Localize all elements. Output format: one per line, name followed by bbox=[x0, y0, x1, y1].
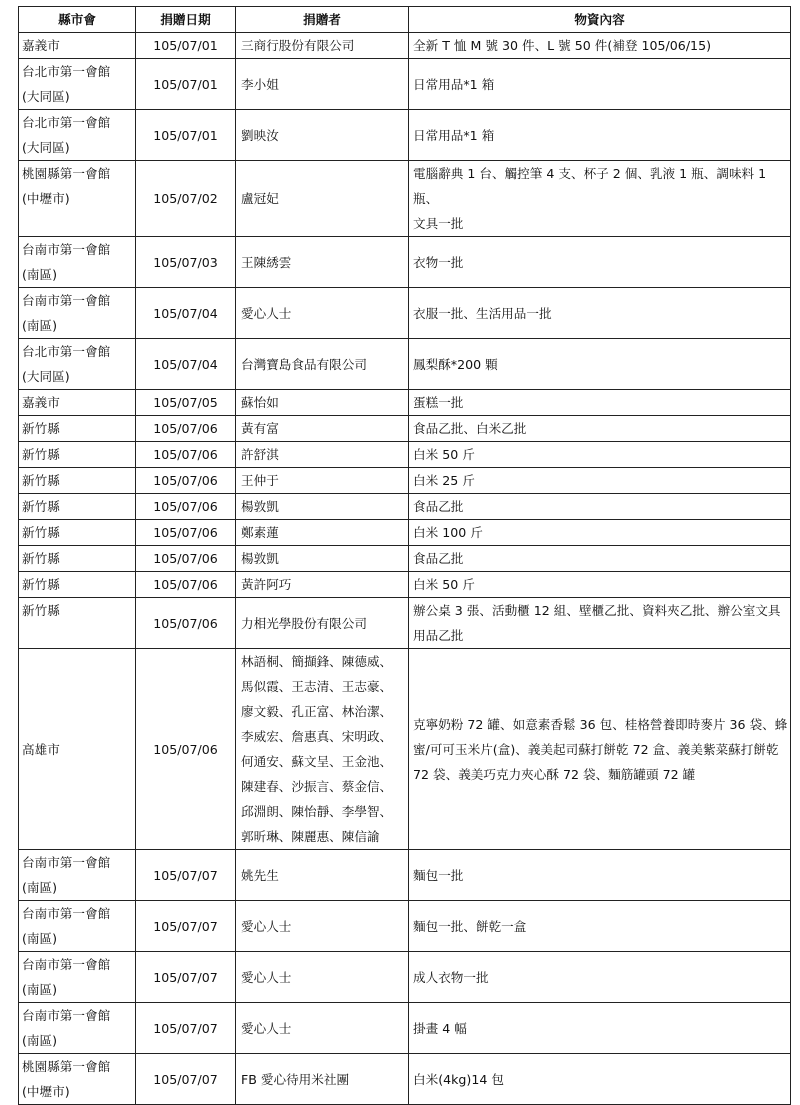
table-row bbox=[19, 520, 791, 546]
donor-cell: 楊敦凱 bbox=[236, 546, 409, 572]
table-row bbox=[19, 468, 791, 494]
table-row bbox=[19, 110, 791, 161]
table-row bbox=[19, 416, 791, 442]
date-cell: 105/07/01 bbox=[136, 59, 236, 110]
items-cell: 全新 T 恤 M 號 30 件、L 號 50 件(補登 105/06/15) bbox=[409, 33, 791, 59]
date-cell: 105/07/04 bbox=[136, 339, 236, 390]
city-cell: 新竹縣 bbox=[19, 598, 136, 649]
table-row bbox=[19, 237, 791, 288]
table-row bbox=[19, 494, 791, 520]
date-cell: 105/07/06 bbox=[136, 520, 236, 546]
date-cell: 105/07/06 bbox=[136, 572, 236, 598]
table-row bbox=[19, 598, 791, 649]
donor-cell: 許舒淇 bbox=[236, 442, 409, 468]
city-cell: 台南市第一會館 (南區) bbox=[19, 901, 136, 952]
city-cell: 新竹縣 bbox=[19, 520, 136, 546]
items-cell: 鳳梨酥*200 顆 bbox=[409, 339, 791, 390]
header-date: 捐贈日期 bbox=[136, 7, 236, 33]
donor-cell: FB 愛心待用米社團 bbox=[236, 1054, 409, 1105]
table-row bbox=[19, 649, 791, 850]
date-cell: 105/07/01 bbox=[136, 33, 236, 59]
city-cell: 桃園縣第一會館 (中壢市) bbox=[19, 1054, 136, 1105]
items-cell: 食品乙批、白米乙批 bbox=[409, 416, 791, 442]
table-row bbox=[19, 339, 791, 390]
date-cell: 105/07/06 bbox=[136, 416, 236, 442]
donor-cell: 王仲于 bbox=[236, 468, 409, 494]
city-cell: 桃園縣第一會館 (中壢市) bbox=[19, 161, 136, 237]
items-cell: 白米 25 斤 bbox=[409, 468, 791, 494]
donor-cell: 愛心人士 bbox=[236, 901, 409, 952]
date-cell: 105/07/05 bbox=[136, 390, 236, 416]
date-cell: 105/07/06 bbox=[136, 442, 236, 468]
date-cell: 105/07/01 bbox=[136, 110, 236, 161]
table-row bbox=[19, 390, 791, 416]
table-body bbox=[19, 33, 791, 1105]
city-cell: 台北市第一會館 (大同區) bbox=[19, 110, 136, 161]
items-cell: 食品乙批 bbox=[409, 546, 791, 572]
items-cell: 麵包一批、餅乾一盒 bbox=[409, 901, 791, 952]
city-cell: 新竹縣 bbox=[19, 468, 136, 494]
table-row bbox=[19, 572, 791, 598]
city-cell: 嘉義市 bbox=[19, 390, 136, 416]
donor-cell: 黃有富 bbox=[236, 416, 409, 442]
donor-cell: 三商行股份有限公司 bbox=[236, 33, 409, 59]
date-cell: 105/07/06 bbox=[136, 649, 236, 850]
donor-cell: 盧冠妃 bbox=[236, 161, 409, 237]
date-cell: 105/07/02 bbox=[136, 161, 236, 237]
donation-table bbox=[18, 6, 791, 1105]
table-row bbox=[19, 901, 791, 952]
table-row bbox=[19, 1003, 791, 1054]
date-cell: 105/07/04 bbox=[136, 288, 236, 339]
table-row bbox=[19, 59, 791, 110]
items-cell: 衣服一批、生活用品一批 bbox=[409, 288, 791, 339]
items-cell: 衣物一批 bbox=[409, 237, 791, 288]
donor-cell: 李小姐 bbox=[236, 59, 409, 110]
city-cell: 台南市第一會館 (南區) bbox=[19, 1003, 136, 1054]
date-cell: 105/07/07 bbox=[136, 901, 236, 952]
city-cell: 嘉義市 bbox=[19, 33, 136, 59]
city-cell: 台南市第一會館 (南區) bbox=[19, 237, 136, 288]
date-cell: 105/07/06 bbox=[136, 494, 236, 520]
city-cell: 台南市第一會館 (南區) bbox=[19, 952, 136, 1003]
date-cell: 105/07/06 bbox=[136, 598, 236, 649]
items-cell: 成人衣物一批 bbox=[409, 952, 791, 1003]
city-cell: 台北市第一會館 (大同區) bbox=[19, 339, 136, 390]
city-cell: 高雄市 bbox=[19, 649, 136, 850]
city-cell: 新竹縣 bbox=[19, 494, 136, 520]
date-cell: 105/07/06 bbox=[136, 546, 236, 572]
date-cell: 105/07/07 bbox=[136, 1054, 236, 1105]
city-cell: 新竹縣 bbox=[19, 546, 136, 572]
date-cell: 105/07/07 bbox=[136, 850, 236, 901]
date-cell: 105/07/06 bbox=[136, 468, 236, 494]
donor-cell: 楊敦凱 bbox=[236, 494, 409, 520]
table-row bbox=[19, 288, 791, 339]
items-cell: 電腦辭典 1 台、觸控筆 4 支、杯子 2 個、乳液 1 瓶、調味料 1 瓶、 文具一批 bbox=[409, 161, 791, 237]
items-cell: 白米 50 斤 bbox=[409, 572, 791, 598]
table-row bbox=[19, 952, 791, 1003]
donor-cell: 林語桐、簡擷鋒、陳德威、 馬似霞、王志清、王志豪、 廖文毅、孔正富、林治潔、 李威宏、詹惠真、宋明政、 何通安、蘇文呈、王金池、 陳建春、沙振言、蔡金信、 邱淵朗、陳怡靜、李學智、 郭昕琳、陳麗惠、陳信諭 bbox=[236, 649, 409, 850]
table-row bbox=[19, 850, 791, 901]
items-cell: 麵包一批 bbox=[409, 850, 791, 901]
items-cell: 蛋糕一批 bbox=[409, 390, 791, 416]
city-cell: 新竹縣 bbox=[19, 572, 136, 598]
donor-cell: 黃許阿巧 bbox=[236, 572, 409, 598]
items-cell: 克寧奶粉 72 罐、如意素香鬆 36 包、桂格營養即時麥片 36 袋、蜂 蜜/可可玉米片(盒)、義美起司蘇打餅乾 72 盒、義美紫菜蘇打餅乾 72 袋、義美巧克力夾心酥 72 袋、麵筋罐頭 72 罐 bbox=[409, 649, 791, 850]
items-cell: 日常用品*1 箱 bbox=[409, 59, 791, 110]
city-cell: 新竹縣 bbox=[19, 416, 136, 442]
items-cell: 白米(4kg)14 包 bbox=[409, 1054, 791, 1105]
table-header-row bbox=[19, 7, 791, 33]
items-cell: 食品乙批 bbox=[409, 494, 791, 520]
donor-cell: 鄭素蓮 bbox=[236, 520, 409, 546]
donor-cell: 愛心人士 bbox=[236, 288, 409, 339]
table-row bbox=[19, 1054, 791, 1105]
table-row bbox=[19, 161, 791, 237]
donor-cell: 姚先生 bbox=[236, 850, 409, 901]
items-cell: 白米 100 斤 bbox=[409, 520, 791, 546]
table-row bbox=[19, 442, 791, 468]
donor-cell: 台灣寶島食品有限公司 bbox=[236, 339, 409, 390]
items-cell: 日常用品*1 箱 bbox=[409, 110, 791, 161]
donor-cell: 愛心人士 bbox=[236, 952, 409, 1003]
date-cell: 105/07/07 bbox=[136, 1003, 236, 1054]
city-cell: 新竹縣 bbox=[19, 442, 136, 468]
items-cell: 白米 50 斤 bbox=[409, 442, 791, 468]
date-cell: 105/07/03 bbox=[136, 237, 236, 288]
donor-cell: 力相光學股份有限公司 bbox=[236, 598, 409, 649]
header-items: 物資內容 bbox=[409, 7, 791, 33]
donor-cell: 蘇怡如 bbox=[236, 390, 409, 416]
city-cell: 台北市第一會館 (大同區) bbox=[19, 59, 136, 110]
items-cell: 掛畫 4 幅 bbox=[409, 1003, 791, 1054]
city-cell: 台南市第一會館 (南區) bbox=[19, 850, 136, 901]
date-cell: 105/07/07 bbox=[136, 952, 236, 1003]
city-cell: 台南市第一會館 (南區) bbox=[19, 288, 136, 339]
header-donor: 捐贈者 bbox=[236, 7, 409, 33]
table-row bbox=[19, 33, 791, 59]
donor-cell: 愛心人士 bbox=[236, 1003, 409, 1054]
donor-cell: 王陳綉雲 bbox=[236, 237, 409, 288]
header-city: 縣市會 bbox=[19, 7, 136, 33]
table-row bbox=[19, 546, 791, 572]
items-cell: 辦公桌 3 張、活動櫃 12 組、壁櫃乙批、資料夾乙批、辦公室文具 用品乙批 bbox=[409, 598, 791, 649]
donor-cell: 劉映汝 bbox=[236, 110, 409, 161]
